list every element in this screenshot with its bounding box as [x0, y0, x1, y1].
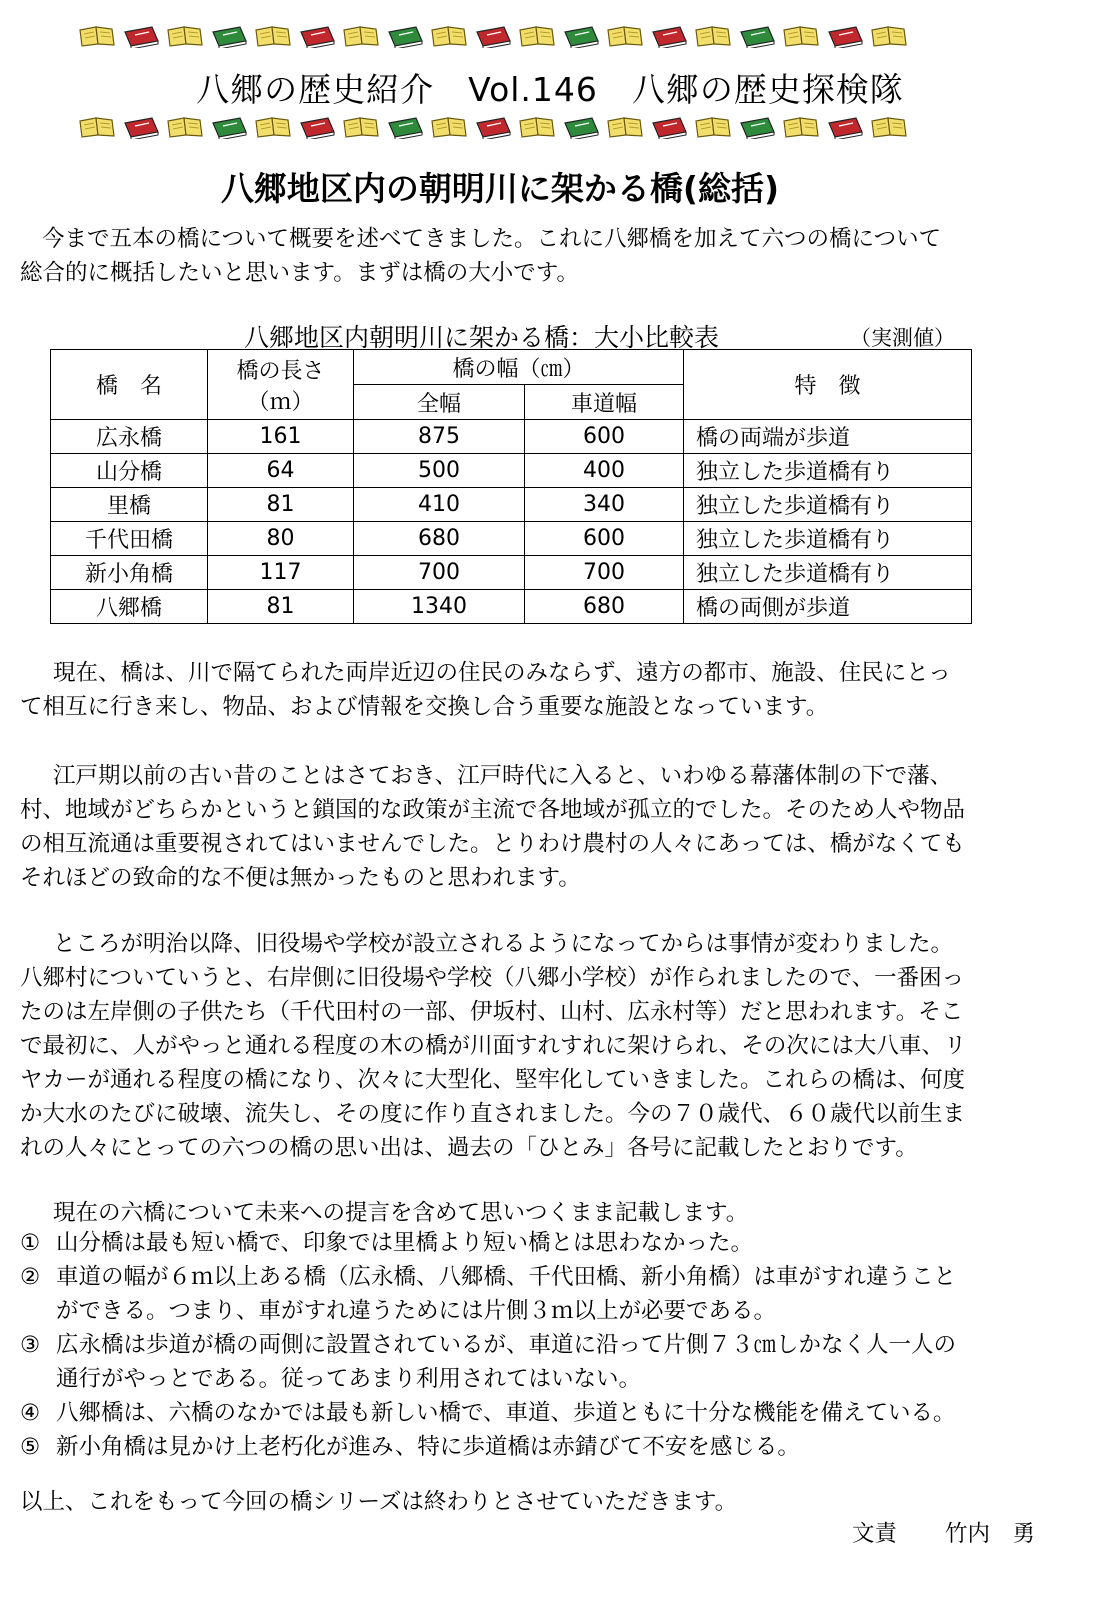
signature	[852, 1516, 1035, 1548]
book-icon	[213, 118, 246, 139]
text-line: 現在、橋は、川で隔てられた両岸近辺の住民のみならず、遠方の都市、施設、住民にとっ	[53, 660, 951, 686]
text-line: 村、地域がどちらかというと鎖国的な政策が主流で各地域が孤立的でした。そのため人や物品	[20, 797, 966, 823]
series-name: 八郷の歴史紹介	[196, 70, 435, 109]
list-number: ⑤	[20, 1434, 41, 1460]
bridge-full-width: 410	[354, 488, 525, 522]
book-icon	[256, 27, 290, 46]
book-icon	[168, 27, 202, 46]
table-row	[51, 420, 972, 454]
list-item	[20, 1396, 1080, 1430]
bridge-name: 新小角橋	[51, 556, 208, 590]
list-item	[20, 1430, 1080, 1464]
book-icon	[301, 27, 334, 48]
book-icon	[608, 27, 642, 46]
text-line: の相互流通は重要視されてはいませんでした。とりわけ農村の人々にあっては、橋がなくても	[20, 831, 965, 857]
book-icon	[389, 27, 422, 48]
bridge-length: 81	[208, 590, 354, 624]
article-title: 八郷地区内の朝明川に架かる橋(総括)	[220, 169, 780, 208]
bridge-road-width: 600	[525, 420, 684, 454]
volume-number: Vol.146	[468, 70, 598, 109]
team-name: 八郷の歴史探検隊	[631, 70, 904, 109]
header-feature: 特 徴	[684, 350, 972, 420]
list-number: ②	[20, 1264, 41, 1290]
text-line: 江戸期以前の古い昔のことはさておき、江戸時代に入ると、いわゆる幕藩体制の下で藩、	[53, 763, 953, 789]
list-text: 車道の幅が６ｍ以上ある橋（広永橋、八郷橋、千代田橋、新小角橋）は車がすれ違うこと	[56, 1264, 957, 1290]
paragraph-1	[20, 656, 1080, 724]
book-icon	[741, 27, 774, 48]
list-number: ④	[20, 1400, 41, 1426]
bridge-name: 山分橋	[51, 454, 208, 488]
book-icon	[741, 118, 774, 139]
book-icon-row	[78, 113, 918, 139]
book-icon	[168, 118, 202, 137]
book-icon	[520, 27, 554, 46]
book-icon	[829, 118, 862, 139]
list-text: 通行がやっとである。従ってあまり利用されてはいない。	[56, 1366, 642, 1392]
book-icon	[344, 27, 378, 46]
bridge-feature: 独立した歩道橋有り	[684, 454, 972, 488]
text-line: 現在の六橋について未来への提言を含めて思いつくまま記載します。	[53, 1200, 749, 1226]
bridge-full-width: 680	[354, 522, 525, 556]
text-line: れの人々にとっての六つの橋の思い出は、過去の「ひとみ」各号に記載したとおりです。	[20, 1135, 918, 1161]
bridge-length: 64	[208, 454, 354, 488]
book-decoration-top	[78, 22, 918, 48]
book-icon	[872, 27, 906, 46]
book-icon	[520, 118, 554, 137]
header-full-width: 全幅	[354, 385, 525, 420]
book-icon	[125, 27, 158, 48]
book-icon	[653, 27, 686, 48]
header-title	[0, 64, 1100, 111]
bridge-name: 八郷橋	[51, 590, 208, 624]
bridge-name: 広永橋	[51, 420, 208, 454]
book-icon	[696, 118, 730, 137]
book-icon	[432, 27, 466, 46]
header-name: 橋 名	[51, 350, 208, 420]
book-icon	[829, 27, 862, 48]
text-line: ところが明治以降、旧役場や学校が設立されるようになってからは事情が変わりました。	[53, 931, 954, 957]
text-line: か大水のたびに破壊、流失し、その度に作り直されました。今の７０歳代、６０歳代以前生ま	[20, 1101, 966, 1127]
list-text: 新小角橋は見かけ上老朽化が進み、特に歩道橋は赤錆びて不安を感じる。	[56, 1434, 800, 1460]
closing-text: 以上、これをもって今回の橋シリーズは終わりとさせていただきます。	[20, 1489, 738, 1515]
bridge-name: 里橋	[51, 488, 208, 522]
book-icon	[125, 118, 158, 139]
bridge-feature: 独立した歩道橋有り	[684, 488, 972, 522]
table-note: （実測値）	[850, 326, 955, 350]
list-number: ①	[20, 1230, 41, 1256]
bridge-length: 80	[208, 522, 354, 556]
book-icon	[80, 27, 114, 46]
list-text: 広永橋は歩道が橋の両側に設置されているが、車道に沿って片側７３㎝しかなく人一人の	[56, 1332, 957, 1358]
bridge-full-width: 500	[354, 454, 525, 488]
bridge-name: 千代田橋	[51, 522, 208, 556]
bridge-full-width: 1340	[354, 590, 525, 624]
book-icon	[653, 118, 686, 139]
header-length	[208, 350, 354, 420]
paragraph-3	[20, 927, 1080, 1165]
signature-label: 文責	[852, 1521, 898, 1547]
table-row	[51, 556, 972, 590]
bridge-feature: 独立した歩道橋有り	[684, 556, 972, 590]
bridge-length: 161	[208, 420, 354, 454]
book-icon	[565, 27, 598, 48]
bridge-road-width: 600	[525, 522, 684, 556]
text-line: たのは左岸側の子供たち（千代田村の一部、伊坂村、山村、広永村等）だと思われます。そこ	[20, 999, 964, 1025]
bridge-road-width: 340	[525, 488, 684, 522]
list-item	[20, 1328, 1080, 1396]
book-icon	[344, 118, 378, 137]
bridge-length: 117	[208, 556, 354, 590]
list-text: 八郷橋は、六橋のなかでは最も新しい橋で、車道、歩道ともに十分な機能を備えている。	[56, 1400, 956, 1426]
list-number: ③	[20, 1332, 41, 1358]
header-length-label: 橋の長さ	[236, 358, 325, 384]
book-icon	[213, 27, 246, 48]
book-icon	[784, 118, 818, 137]
book-icon	[256, 118, 290, 137]
header-width: 橋の幅（㎝）	[354, 350, 684, 385]
book-icon	[784, 27, 818, 46]
bridge-road-width: 700	[525, 556, 684, 590]
intro-line: 総合的に概括したいと思います。まずは橋の大小です。	[20, 260, 579, 286]
book-icon	[872, 118, 906, 137]
book-icon	[477, 27, 510, 48]
book-icon	[301, 118, 334, 139]
text-line: で最初に、人がやっと通れる程度の木の橋が川面すれすれに架けられ、その次には大八車、リ	[20, 1033, 967, 1059]
book-icon	[477, 118, 510, 139]
intro-paragraph	[20, 222, 1080, 290]
bridge-comparison-table	[50, 349, 972, 624]
book-icon	[432, 118, 466, 137]
table-row	[51, 522, 972, 556]
book-icon	[565, 118, 598, 139]
text-line: 八郷村についていうと、右岸側に旧役場や学校（八郷小学校）が作られましたので、一番困っ	[20, 965, 965, 991]
bridge-length: 81	[208, 488, 354, 522]
list-item	[20, 1226, 1080, 1260]
text-line: ヤカーが通れる程度の橋になり、次々に大型化、堅牢化していきました。これらの橋は、何度	[20, 1067, 966, 1093]
table-row	[51, 488, 972, 522]
header-road-width: 車道幅	[525, 385, 684, 420]
header-length-unit: （ｍ）	[247, 389, 314, 415]
list-item	[20, 1260, 1080, 1328]
book-decoration-bottom	[78, 113, 918, 139]
intro-line: 今まで五本の橋について概要を述べてきました。これに八郷橋を加えて六つの橋について	[42, 226, 942, 252]
book-icon	[696, 27, 730, 46]
table-row	[51, 590, 972, 624]
text-line: それほどの致命的な不便は無かったものと思われます。	[20, 865, 581, 891]
paragraph-2	[20, 759, 1080, 895]
book-icon	[608, 118, 642, 137]
bridge-feature: 独立した歩道橋有り	[684, 522, 972, 556]
table-row	[51, 454, 972, 488]
bridge-full-width: 875	[354, 420, 525, 454]
book-icon	[389, 118, 422, 139]
bridge-feature: 橋の両側が歩道	[684, 590, 972, 624]
book-icon-row	[78, 22, 918, 48]
proposals-intro	[20, 1196, 1080, 1230]
bridge-full-width: 700	[354, 556, 525, 590]
proposal-list	[20, 1226, 1080, 1464]
book-icon	[80, 118, 114, 137]
signature-author: 竹内 勇	[945, 1521, 1036, 1547]
table-caption: 八郷地区内朝明川に架かる橋：大小比較表	[244, 323, 720, 352]
bridge-feature: 橋の両端が歩道	[684, 420, 972, 454]
bridge-road-width: 680	[525, 590, 684, 624]
list-text: 山分橋は最も短い橋で、印象では里橋より短い橋とは思わなかった。	[56, 1230, 754, 1256]
bridge-road-width: 400	[525, 454, 684, 488]
text-line: て相互に行き来し、物品、および情報を交換し合う重要な施設となっています。	[20, 694, 829, 720]
list-text: ができる。つまり、車がすれ違うためには片側３ｍ以上が必要である。	[56, 1298, 777, 1324]
